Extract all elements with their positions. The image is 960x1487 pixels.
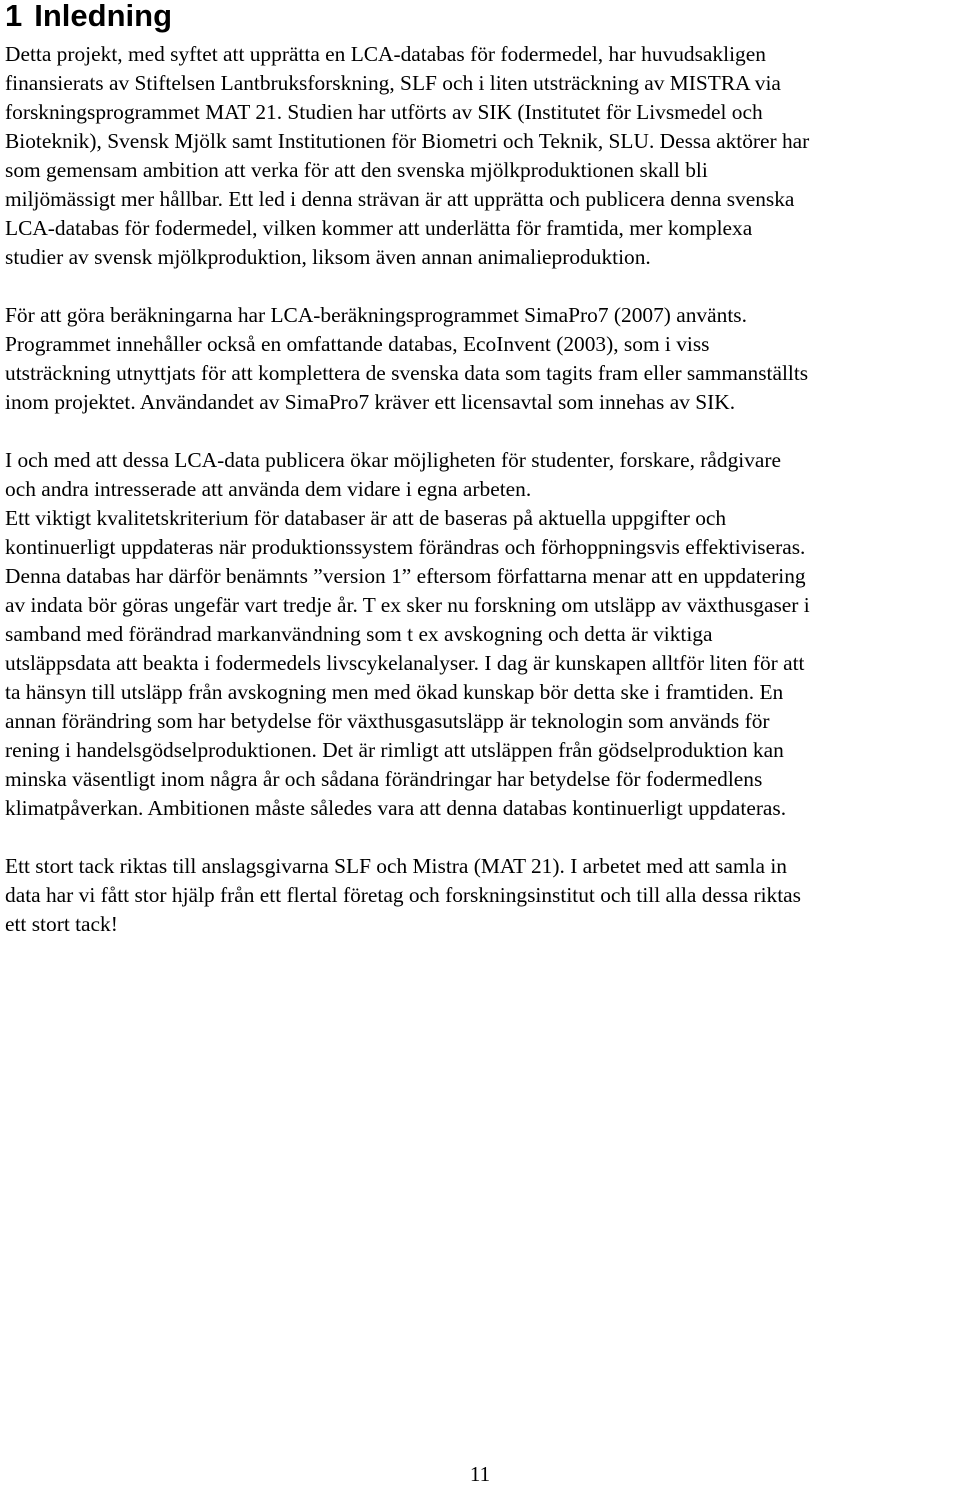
text-line: Bioteknik), Svensk Mjölk samt Institutionen för Biometri och Teknik, SLU. Dessa aktörer har	[5, 129, 810, 153]
paragraph-gap	[5, 823, 957, 852]
paragraph-gap	[5, 272, 957, 301]
text-line: Ett stort tack riktas till anslagsgivarna SLF och Mistra (MAT 21). I arbetet med att samla in	[5, 854, 787, 878]
text-line: forskningsprogrammet MAT 21. Studien har utförts av SIK (Institutet för Livsmedel och	[5, 100, 763, 124]
document-page	[5, 0, 957, 939]
text-line: klimatpåverkan. Ambitionen måste således vara att denna databas kontinuerligt uppdateras.	[5, 796, 787, 820]
paragraph	[5, 852, 957, 939]
text-line: annan förändring som har betydelse för växthusgasutsläpp är teknologin som används för	[5, 709, 770, 733]
section-heading	[5, 0, 957, 40]
text-line: Detta projekt, med syftet att upprätta en LCA-databas för fodermedel, har huvudsakligen	[5, 42, 766, 66]
text-line: I och med att dessa LCA-data publicera ökar möjligheten för studenter, forskare, rådgivare	[5, 448, 782, 472]
text-line: miljömässigt mer hållbar. Ett led i denna strävan är att upprätta och publicera denna svenska	[5, 187, 795, 211]
section-title: Inledning	[34, 0, 173, 33]
text-line: utsträckning utnyttjats för att komplettera de svenska data som tagits fram eller sammanställts	[5, 361, 809, 385]
text-line: samband med förändrad markanvändning som t ex avskogning och detta är viktiga	[5, 622, 713, 646]
text-line: ett stort tack!	[5, 912, 118, 936]
text-line: finansierats av Stiftelsen Lantbruksforskning, SLF och i liten utsträckning av MISTRA via	[5, 71, 781, 95]
section-number: 1	[5, 0, 23, 33]
text-line: av indata bör göras ungefär vart tredje år. T ex sker nu forskning om utsläpp av växthusgaser i	[5, 593, 810, 617]
paragraph	[5, 301, 957, 417]
page-number: 11	[469, 1462, 491, 1486]
text-line: Programmet innehåller också en omfattande databas, EcoInvent (2003), som i viss	[5, 332, 710, 356]
paragraph-gap	[5, 417, 957, 446]
text-line: minska väsentligt inom några år och sådana förändringar har betydelse för fodermedlens	[5, 767, 763, 791]
text-line: data har vi fått stor hjälp från ett flertal företag och forskningsinstitut och till alla dessa riktas	[5, 883, 801, 907]
text-line: utsläppsdata att beakta i fodermedels livscykelanalyser. I dag är kunskapen alltför liten för att	[5, 651, 805, 675]
text-line: Denna databas har därför benämnts ”version 1” eftersom författarna menar att en uppdatering	[5, 564, 806, 588]
text-line: kontinuerligt uppdateras när produktionssystem förändras och förhoppningsvis effektiviseras.	[5, 535, 806, 559]
body-text	[5, 40, 957, 939]
text-line: För att göra beräkningarna har LCA-beräkningsprogrammet SimaPro7 (2007) använts.	[5, 303, 747, 327]
text-line: rening i handelsgödselproduktionen. Det är rimligt att utsläppen från gödselproduktion kan	[5, 738, 784, 762]
text-line: inom projektet. Användandet av SimaPro7 kräver ett licensavtal som innehas av SIK.	[5, 390, 736, 414]
text-line: som gemensam ambition att verka för att den svenska mjölkproduktionen skall bli	[5, 158, 708, 182]
paragraph	[5, 446, 957, 823]
text-line: LCA-databas för fodermedel, vilken kommer att underlätta för framtida, mer komplexa	[5, 216, 753, 240]
text-line: ta hänsyn till utsläpp från avskogning men med ökad kunskap bör detta ske i framtiden. En	[5, 680, 784, 704]
paragraph	[5, 40, 957, 272]
text-line: Ett viktigt kvalitetskriterium för databaser är att de baseras på aktuella uppgifter och	[5, 506, 727, 530]
text-line: studier av svensk mjölkproduktion, liksom även annan animalieproduktion.	[5, 245, 651, 269]
text-line: och andra intresserade att använda dem vidare i egna arbeten.	[5, 477, 532, 501]
